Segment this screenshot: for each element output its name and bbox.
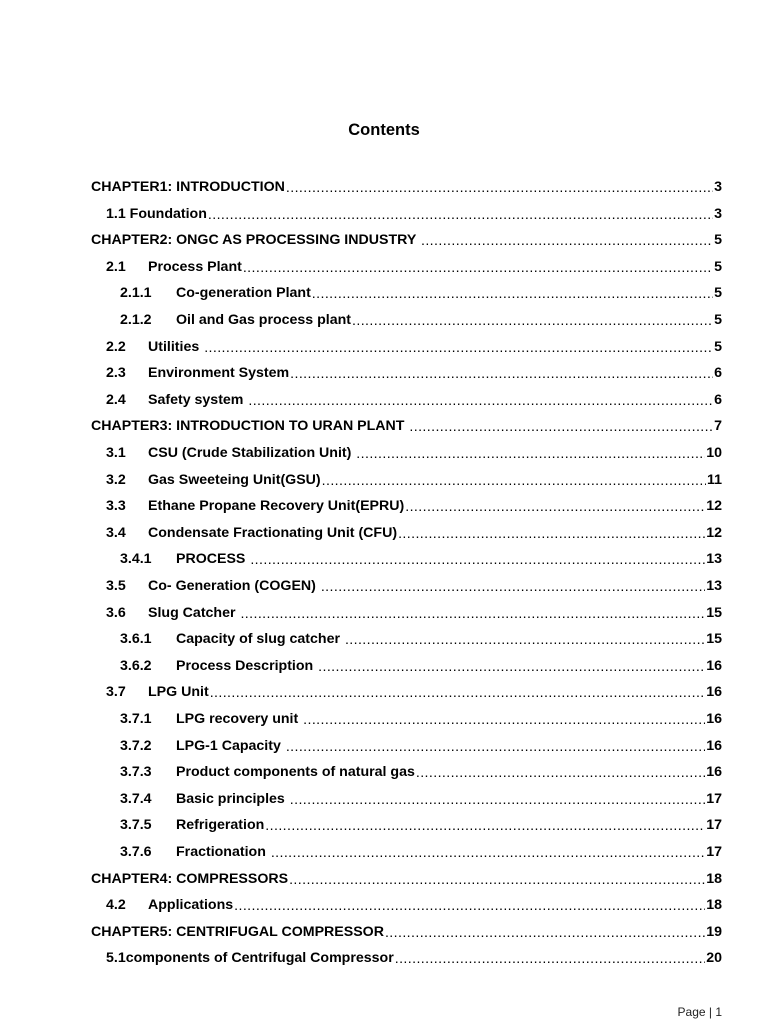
toc-entry[interactable] — [120, 307, 722, 333]
dot-leader — [303, 712, 705, 728]
toc-entry-title: Safety system — [148, 392, 248, 408]
toc-entry-page: 16 — [706, 738, 722, 754]
toc-entry-page: 17 — [706, 817, 722, 833]
toc-entry-title: Refrigeration — [176, 817, 265, 833]
toc-entry[interactable] — [106, 892, 722, 918]
toc-entry-number: 3.7.3 — [120, 764, 152, 780]
toc-entry[interactable] — [120, 812, 722, 838]
toc-entry-title: Process Description — [176, 658, 318, 674]
dot-leader — [265, 818, 705, 834]
toc-entry[interactable] — [120, 626, 722, 652]
dot-leader — [385, 925, 705, 941]
dot-leader — [204, 340, 713, 356]
toc-entry[interactable] — [120, 706, 722, 732]
toc-entry-number: 3.1 — [106, 445, 126, 461]
toc-entry-number: 2.1 — [106, 259, 126, 275]
toc-entry[interactable] — [120, 546, 722, 572]
toc-entry[interactable] — [91, 227, 722, 253]
dot-leader — [234, 898, 705, 914]
toc-entry-title: Capacity of slug catcher — [176, 631, 344, 647]
toc-entry-title: CHAPTER3: INTRODUCTION TO URAN PLANT — [91, 418, 409, 434]
toc-entry-number: 3.6.2 — [120, 658, 152, 674]
toc-entry-page: 10 — [706, 445, 722, 461]
toc-entry-number: 3.2 — [106, 472, 126, 488]
toc-entry[interactable] — [106, 600, 722, 626]
toc-entry-page: 15 — [706, 631, 722, 647]
toc-entry-page: 5 — [714, 285, 722, 301]
toc-entry[interactable] — [91, 174, 722, 200]
toc-entry-number: 3.7.2 — [120, 738, 152, 754]
dot-leader — [421, 233, 713, 249]
dot-leader — [322, 473, 706, 489]
toc-entry[interactable] — [106, 679, 722, 705]
dot-leader — [345, 632, 705, 648]
toc-entry-page: 19 — [706, 924, 722, 940]
toc-entry-title: CHAPTER2: ONGC AS PROCESSING INDUSTRY — [91, 232, 420, 248]
toc-entry-title: 1.1 Foundation — [106, 206, 207, 222]
toc-entry-number: 3.7.4 — [120, 791, 152, 807]
toc-entry-page: 18 — [706, 897, 722, 913]
toc-entry-title: CHAPTER1: INTRODUCTION — [91, 179, 285, 195]
toc-entry[interactable] — [91, 413, 722, 439]
toc-entry[interactable] — [106, 387, 722, 413]
toc-entry-title: Product components of natural gas — [176, 764, 415, 780]
toc-entry[interactable] — [120, 786, 722, 812]
toc-entry-title: Process Plant — [148, 259, 242, 275]
toc-entry-title: Ethane Propane Recovery Unit(EPRU) — [148, 498, 405, 514]
toc-entry-page: 16 — [706, 658, 722, 674]
toc-entry-page: 13 — [706, 578, 722, 594]
dot-leader — [409, 419, 713, 435]
toc-entry-title: Gas Sweeteing Unit(GSU) — [148, 472, 321, 488]
toc-entry[interactable] — [106, 201, 722, 227]
toc-entry-page: 11 — [707, 472, 722, 488]
dot-leader — [395, 951, 705, 967]
toc-entry-number: 3.7.5 — [120, 817, 152, 833]
dot-leader — [210, 685, 706, 701]
toc-entry-page: 6 — [714, 365, 722, 381]
toc-entry[interactable] — [91, 919, 722, 945]
toc-entry-page: 6 — [714, 392, 722, 408]
dot-leader — [356, 446, 705, 462]
toc-entry-title: Fractionation — [176, 844, 270, 860]
dot-leader — [286, 180, 713, 196]
dot-leader — [248, 393, 713, 409]
dot-leader — [250, 552, 705, 568]
toc-entry[interactable] — [120, 653, 722, 679]
toc-entry[interactable] — [106, 467, 722, 493]
toc-entry-title: LPG Unit — [148, 684, 209, 700]
dot-leader — [398, 526, 705, 542]
toc-entry-title: CHAPTER4: COMPRESSORS — [91, 871, 289, 887]
toc-entry-number: 2.1.1 — [120, 285, 152, 301]
toc-entry-page: 3 — [714, 179, 722, 195]
dot-leader — [405, 499, 705, 515]
toc-entry-number: 3.5 — [106, 578, 126, 594]
toc-entry-title: LPG recovery unit — [176, 711, 303, 727]
toc-entry[interactable] — [106, 360, 722, 386]
toc-entry[interactable] — [106, 334, 722, 360]
toc-entry[interactable] — [106, 440, 722, 466]
toc-entry[interactable] — [106, 520, 722, 546]
dot-leader — [318, 659, 705, 675]
toc-entry-title: LPG-1 Capacity — [176, 738, 285, 754]
dot-leader — [312, 286, 713, 302]
page-number-footer: Page | 1 — [677, 1005, 722, 1019]
toc-entry-number: 2.3 — [106, 365, 126, 381]
toc-entry-title: Basic principles — [176, 791, 289, 807]
dot-leader — [240, 606, 705, 622]
dot-leader — [290, 366, 713, 382]
toc-entry-page: 13 — [706, 551, 722, 567]
toc-entry-number: 3.6.1 — [120, 631, 152, 647]
toc-entry[interactable] — [91, 866, 722, 892]
toc-entry-page: 12 — [706, 525, 722, 541]
toc-entry-page: 16 — [706, 711, 722, 727]
dot-leader — [290, 792, 705, 808]
dot-leader — [271, 845, 705, 861]
toc-entry-number: 4.2 — [106, 897, 126, 913]
toc-entry-title: PROCESS — [176, 551, 250, 567]
toc-entry-number: 2.1.2 — [120, 312, 152, 328]
toc-entry-page: 5 — [714, 259, 722, 275]
dot-leader — [208, 207, 713, 223]
toc-entry-page: 5 — [714, 312, 722, 328]
toc-entry-title: Slug Catcher — [148, 605, 240, 621]
page-title: Contents — [348, 121, 420, 139]
dot-leader — [416, 765, 705, 781]
toc-entry-page: 16 — [706, 764, 722, 780]
toc-entry-title: Condensate Fractionating Unit (CFU) — [148, 525, 398, 541]
toc-entry[interactable] — [120, 759, 722, 785]
toc-entry[interactable] — [106, 573, 722, 599]
toc-entry-page: 7 — [714, 418, 722, 434]
toc-entry-page: 3 — [714, 206, 722, 222]
toc-entry-title: Environment System — [148, 365, 290, 381]
toc-entry[interactable] — [106, 493, 722, 519]
toc-entry[interactable] — [120, 839, 722, 865]
toc-entry-title: CHAPTER5: CENTRIFUGAL COMPRESSOR — [91, 924, 384, 940]
dot-leader — [289, 872, 705, 888]
toc-entry-page: 5 — [714, 232, 722, 248]
toc-entry-number: 3.7.1 — [120, 711, 152, 727]
dot-leader — [352, 313, 713, 329]
toc-entry-page: 18 — [706, 871, 722, 887]
toc-entry-number: 3.6 — [106, 605, 126, 621]
toc-entry[interactable] — [106, 254, 722, 280]
toc-entry[interactable] — [106, 945, 722, 971]
dot-leader — [321, 579, 705, 595]
toc-entry-number: 3.7 — [106, 684, 126, 700]
dot-leader — [286, 739, 705, 755]
toc-entry-page: 5 — [714, 339, 722, 355]
toc-entry-title: Co-generation Plant — [176, 285, 311, 301]
toc-entry-number: 3.3 — [106, 498, 126, 514]
toc-entry-page: 16 — [706, 684, 722, 700]
toc-entry-number: 3.4.1 — [120, 551, 152, 567]
toc-entry-title: Utilities — [148, 339, 204, 355]
toc-entry-number: 3.4 — [106, 525, 126, 541]
toc-entry-page: 17 — [706, 844, 722, 860]
toc-entry-title: 5.1components of Centrifugal Compressor — [106, 950, 394, 966]
toc-entry-number: 2.2 — [106, 339, 126, 355]
toc-entry-page: 20 — [706, 950, 722, 966]
toc-entry-title: Co- Generation (COGEN) — [148, 578, 320, 594]
toc-entry-number: 3.7.6 — [120, 844, 152, 860]
toc-entry-title: Applications — [148, 897, 234, 913]
toc-entry-page: 12 — [706, 498, 722, 514]
toc-entry-title: CSU (Crude Stabilization Unit) — [148, 445, 356, 461]
dot-leader — [243, 260, 713, 276]
toc-entry-number: 2.4 — [106, 392, 126, 408]
toc-entry-page: 15 — [706, 605, 722, 621]
toc-entry[interactable] — [120, 280, 722, 306]
toc-entry-title: Oil and Gas process plant — [176, 312, 352, 328]
toc-entry-page: 17 — [706, 791, 722, 807]
toc-entry[interactable] — [120, 733, 722, 759]
